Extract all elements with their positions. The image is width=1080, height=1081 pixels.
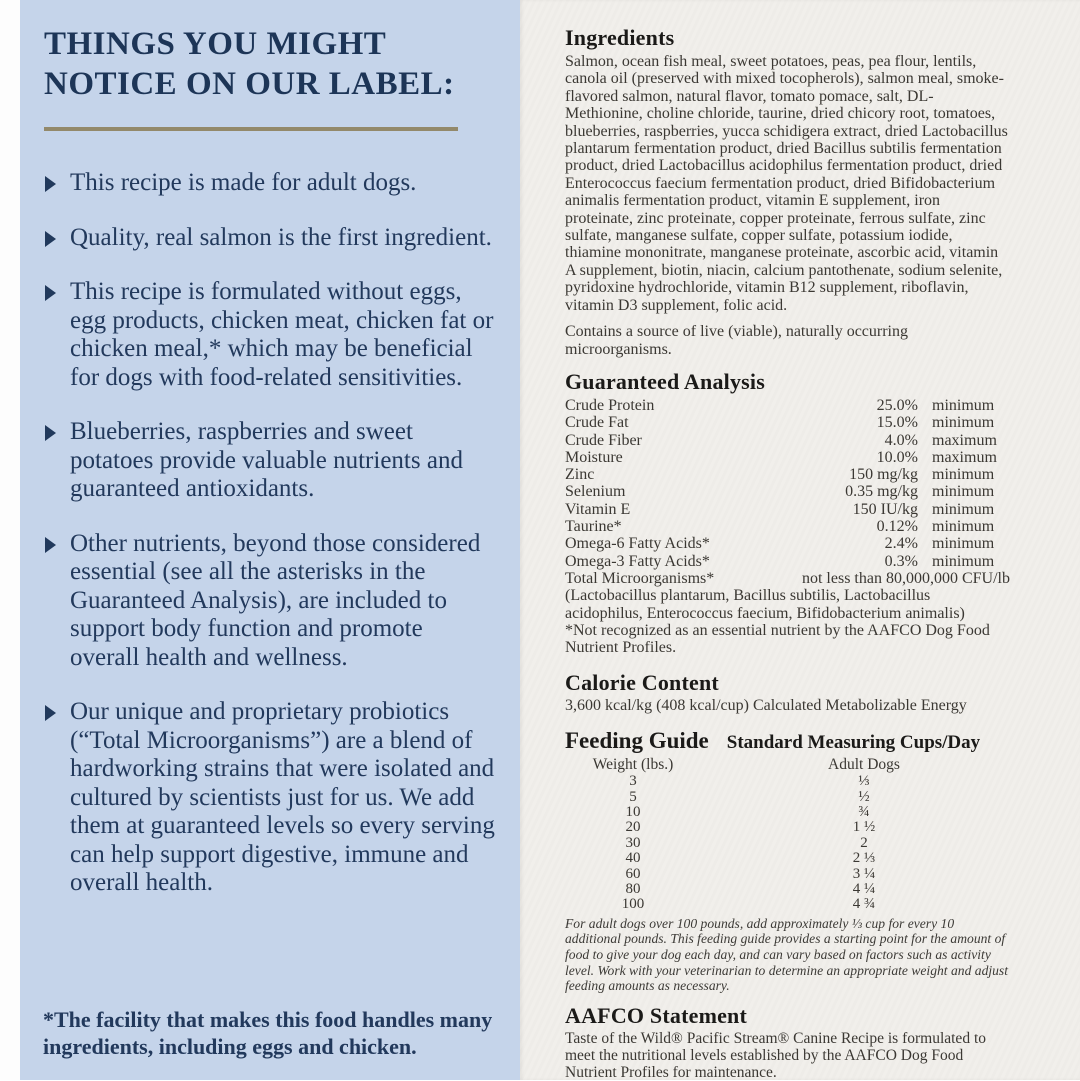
bullet-text: Other nutrients, beyond those considered essential (see all the asterisks in the Guaranteed Analysis), are included to support body function and promote overall health and wellness. [70,529,481,671]
ingredients-title: Ingredients [565,25,675,50]
contains-note: Contains a source of live (viable), naturally occurring microorganisms. [565,323,908,358]
ga-nutrient-qualifier: minimum [932,535,995,553]
ga-row [565,449,1010,466]
feeding-guide-row [565,790,1010,805]
ga-microorganisms-value: not less than 80,000,000 CFU/lb [801,569,1010,587]
ga-nutrient-qualifier: minimum [932,517,995,535]
feeding-guide-title: Feeding Guide [565,728,709,754]
bullet-text: Blueberries, raspberries and sweet potatoes provide valuable nutrients and guaranteed antioxidants. [70,418,463,502]
callout-bullet-item [44,698,498,898]
feeding-guide-note: For adult dogs over 100 pounds, add approximately ⅓ cup for every 10 additional pounds. This feeding guide provides a starting point for the amount of food to give your dog each day, and can vary based on factors such as activity level. Work with your veterinarian to determine an appropriate weight and adjust feeding amounts as necessary. [565,915,1009,994]
ga-nutrient-name: Omega-3 Fatty Acids* [565,552,710,570]
bullet-triangle-icon [45,705,56,721]
bullet-text: This recipe is made for adult dogs. [70,169,417,196]
ga-row [565,414,1010,431]
ga-nutrient-value: 0.35 mg/kg [845,483,918,501]
callout-bullet-item [44,278,498,392]
ga-microorganisms-detail: (Lactobacillus plantarum, Bacillus subtilis, Lactobacillus acidophilus, Enterococcus faecium, Bifidobacterium animalis) [565,587,965,622]
ga-asterisk-note: *Not recognized as an essential nutrient by the AAFCO Dog Food Nutrient Profiles. [565,621,990,657]
ga-nutrient-name: Moisture [565,448,623,466]
guaranteed-analysis-title: Guaranteed Analysis [565,368,765,394]
feeding-guide-row [565,867,1010,882]
feeding-cups-value: ½ [858,788,870,805]
ga-nutrient-qualifier: minimum [932,414,995,432]
callout-bullet-item [44,530,498,673]
ga-row [565,483,1010,500]
ga-nutrient-value: 15.0% [876,414,918,432]
feeding-guide-row [565,774,1010,789]
ga-nutrient-name: Selenium [565,483,626,501]
label-info-content [565,26,1010,1081]
bullet-text: This recipe is formulated without eggs, egg products, chicken meat, chicken fat or chicken meal,* which may be beneficial for dogs with food-related sensitivities. [70,278,494,391]
bullet-triangle-icon [45,425,56,441]
feeding-cups-value: ⅓ [858,773,870,790]
feeding-guide-col2-header: Adult Dogs [828,756,900,774]
feeding-guide-row [565,882,1010,897]
feeding-weight-value: 100 [621,896,645,913]
panel-heading-line1: THINGS YOU MIGHT [44,26,387,62]
feeding-weight-value: 80 [625,881,641,898]
ga-nutrient-name: Taurine* [565,517,622,535]
ga-nutrient-name: Zinc [565,466,595,484]
ga-nutrient-name: Vitamin E [565,500,631,518]
feeding-cups-value: ¾ [858,804,870,821]
feeding-cups-value: 2 ⅓ [852,850,876,867]
label-info-panel [520,0,1080,1080]
ga-row [565,397,1010,414]
ga-row [565,518,1010,535]
bullet-triangle-icon [45,176,56,192]
calorie-content-title: Calorie Content [565,669,719,695]
feeding-weight-value: 10 [625,804,641,821]
callout-bullet-list [44,169,498,898]
ga-row [565,466,1010,483]
ga-nutrient-name: Omega-6 Fatty Acids* [565,535,710,553]
callout-bullet-item [44,224,498,253]
feeding-cups-value: 4 ¾ [852,896,876,913]
ga-nutrient-qualifier: minimum [932,552,995,570]
feeding-weight-value: 60 [625,865,641,882]
gold-divider [44,127,458,131]
ga-row [565,535,1010,552]
ga-nutrient-qualifier: maximum [932,431,997,449]
ga-nutrient-name: Crude Fat [565,414,629,432]
feeding-cups-value: 4 ¼ [852,881,876,898]
feeding-weight-value: 40 [625,850,641,867]
feeding-guide-row [565,836,1010,851]
calorie-content-body: 3,600 kcal/kg (408 kcal/cup) Calculated Metabolizable Energy [565,696,967,714]
feeding-guide-column-headers [565,756,1010,773]
feeding-guide-row [565,851,1010,866]
ga-nutrient-name: Crude Fiber [565,431,642,449]
feeding-guide-row [565,805,1010,820]
ga-nutrient-value: 0.3% [884,552,918,570]
feeding-weight-value: 3 [629,773,637,790]
feeding-guide-table [565,774,1010,913]
bullet-text: Our unique and proprietary probiotics (“Total Microorganisms”) are a blend of hardworking strains that were isolated and cultured by scientists just for us. We add them at guaranteed levels so every serving can help support digestive, immune and overall health. [70,698,495,896]
panel-heading-line2: NOTICE ON OUR LABEL: [44,66,455,102]
ga-nutrient-value: 150 mg/kg [849,466,918,484]
feeding-cups-value: 1 ½ [852,819,876,836]
ingredients-body: Salmon, ocean fish meal, sweet potatoes, peas, pea flour, lentils, canola oil (preserved with mixed tocopherols), salmon meal, smoke-flavored salmon, natural flavor, tomato pomace, salt, DL-Methionine, choline chloride, taurine, dried chicory root, tomatoes, blueberries, raspberries, yucca schidigera extract, dried Lactobacillus plantarum fermentation product, dried Bacillus subtilis fermentation product, dried Lactobacillus acidophilus fermentation product, dried Enterococcus faecium fermentation product, dried Bifidobacterium animalis fermentation product, vitamin E supplement, iron proteinate, zinc proteinate, copper proteinate, ferrous sulfate, zinc sulfate, manganese sulfate, copper sulfate, potassium iodide, thiamine mononitrate, manganese proteinate, ascorbic acid, vitamin A supplement, biotin, niacin, calcium pantothenate, sodium selenite, pyridoxine hydrochloride, vitamin B12 supplement, riboflavin, vitamin D3 supplement, folic acid. [565,53,1008,314]
ga-nutrient-qualifier: minimum [932,483,995,501]
aafco-title: AAFCO Statement [565,1002,748,1028]
ga-nutrient-qualifier: minimum [932,500,995,518]
feeding-guide-col1-header: Weight (lbs.) [592,756,674,774]
ga-nutrient-value: 25.0% [876,396,918,414]
ga-nutrient-value: 0.12% [876,517,918,535]
feeding-guide-header [565,728,1010,754]
feeding-guide-subtitle: Standard Measuring Cups/Day [726,732,981,754]
ga-nutrient-qualifier: minimum [932,466,995,484]
callout-bullet-item [44,418,498,504]
bullet-triangle-icon [45,231,56,247]
ga-nutrient-qualifier: maximum [932,448,997,466]
callout-bullet-item [44,169,498,198]
bullet-text: Quality, real salmon is the first ingredient. [70,223,492,251]
bullet-triangle-icon [45,285,56,301]
bullet-triangle-icon [45,537,56,553]
panel-heading [44,24,498,104]
ga-nutrient-value: 10.0% [876,448,918,466]
feeding-cups-value: 2 [860,834,868,851]
ga-nutrient-qualifier: minimum [932,396,995,414]
ga-row [565,501,1010,518]
feeding-weight-value: 5 [629,788,637,805]
guaranteed-analysis-table [565,397,1010,570]
ga-nutrient-value: 2.4% [884,535,918,553]
ga-row [565,432,1010,449]
facility-footnote: *The facility that makes this food handles many ingredients, including eggs and chicken. [43,1007,493,1059]
feeding-cups-value: 3 ¼ [852,865,876,882]
ga-microorganisms-row [565,570,1010,587]
ga-nutrient-value: 4.0% [884,431,918,449]
aafco-body: Taste of the Wild® Pacific Stream® Canine Recipe is formulated to meet the nutritional levels established by the AAFCO Dog Food Nutrient Profiles for maintenance. [565,1029,986,1081]
feeding-weight-value: 20 [625,819,641,836]
ga-row [565,553,1010,570]
feeding-weight-value: 30 [625,834,641,851]
ga-nutrient-name: Crude Protein [565,396,655,414]
ga-microorganisms-name: Total Microorganisms* [565,569,715,587]
left-callouts-panel [20,0,520,1080]
feeding-guide-row [565,897,1010,912]
feeding-guide-row [565,820,1010,835]
ga-nutrient-value: 150 IU/kg [852,500,918,518]
